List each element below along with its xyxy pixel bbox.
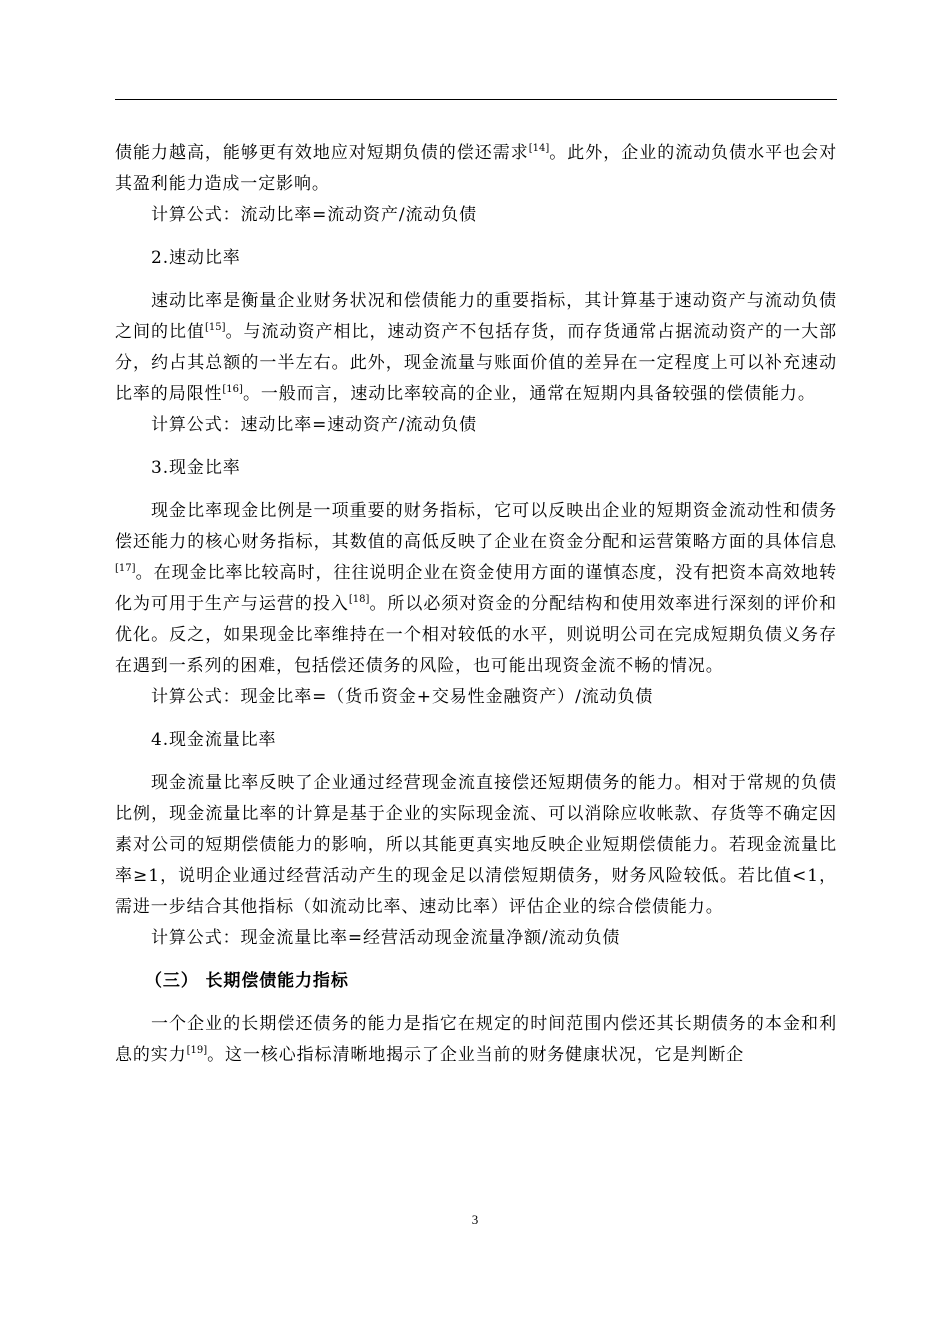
text-run: 计算公式：现金比率=（货币资金+交易性金融资产）/流动负债	[151, 687, 654, 707]
citation-ref: [19]	[186, 1045, 208, 1056]
text-run: 债能力越高，能够更有效地应对短期负债的偿还需求	[115, 143, 529, 163]
body-paragraph	[115, 286, 837, 410]
body-paragraph	[115, 138, 837, 200]
section-heading	[115, 966, 837, 997]
page-number: 3	[471, 1212, 479, 1227]
formula-line	[115, 200, 837, 231]
citation-ref: [17]	[115, 563, 136, 574]
text-run: 计算公式：流动比率=流动资产/流动负债	[151, 205, 478, 225]
text-run: 。这一核心指标清晰地揭示了企业当前的财务健康状况，它是判断企	[207, 1045, 745, 1065]
header-rule	[115, 99, 837, 100]
text-run: 速动比率是衡量企业财务状况和偿债能力的重要指标，其计算基于速动资产与流动负债之间的比值	[115, 291, 837, 342]
text-run: 。在现金比率比较高时，往往说明企业在资金使用方面的谨慎态度，没有把资本高效地转化为可用于生产与运营的投入	[115, 563, 837, 614]
text-run: 现金流量比率反映了企业通过经营现金流直接偿还短期债务的能力。相对于常规的负债比例，现金流量比率的计算是基于企业的实际现金流、可以消除应收帐款、存货等不确定因素对公司的短期偿债能力的影响，所以其能更真实地反映企业短期偿债能力。若现金流量比率≥1，说明企业通过经营活动产生的现金足以清偿短期债务，财务风险较低。若比值<1，需进一步结合其他指标（如流动比率、速动比率）评估企业的综合偿债能力。	[115, 773, 837, 917]
text-run: 计算公式：现金流量比率=经营活动现金流量净额/流动负债	[151, 928, 621, 948]
text-run: 一个企业的长期偿还债务的能力是指它在规定的时间范围内偿还其长期债务的本金和利息的实力	[115, 1014, 837, 1065]
citation-ref: [15]	[204, 322, 226, 333]
text-run: 3.现金比率	[151, 458, 241, 478]
subsection-heading	[115, 243, 837, 274]
formula-line	[115, 923, 837, 954]
body-paragraph	[115, 496, 837, 682]
citation-ref: [18]	[348, 594, 370, 605]
body-paragraph	[115, 1009, 837, 1071]
formula-line	[115, 410, 837, 441]
text-run: 4.现金流量比率	[151, 730, 277, 750]
citation-ref: [14]	[528, 143, 550, 154]
text-run: 。此外，企业的流动负债水平也会对其盈利能力造成一定影响。	[115, 143, 837, 194]
text-run: 。与流动资产相比，速动资产不包括存货，而存货通常占据流动资产的一大部分，约占其总额的一半左右。此外，现金流量与账面价值的差异在一定程度上可以补充速动比率的局限性	[115, 322, 837, 404]
text-run: 。一般而言，速动比率较高的企业，通常在短期内具备较强的偿债能力。	[242, 384, 816, 404]
text-run: 2.速动比率	[151, 248, 241, 268]
document-body	[115, 138, 837, 1071]
subsection-heading	[115, 725, 837, 756]
body-paragraph	[115, 768, 837, 923]
text-run: （三） 长期偿债能力指标	[145, 971, 349, 991]
text-run: 计算公式：速动比率=速动资产/流动负债	[151, 415, 478, 435]
text-run: 。所以必须对资金的分配结构和使用效率进行深刻的评价和优化。反之，如果现金比率维持在一个相对较低的水平，则说明公司在完成短期负债义务存在遇到一系列的困难，包括偿还债务的风险，也可能出现资金流不畅的情况。	[115, 594, 837, 676]
citation-ref: [16]	[222, 384, 243, 395]
subsection-heading	[115, 453, 837, 484]
formula-line	[115, 682, 837, 713]
text-run: 现金比率现金比例是一项重要的财务指标，它可以反映出企业的短期资金流动性和债务偿还能力的核心财务指标，其数值的高低反映了企业在资金分配和运营策略方面的具体信息	[115, 501, 837, 552]
